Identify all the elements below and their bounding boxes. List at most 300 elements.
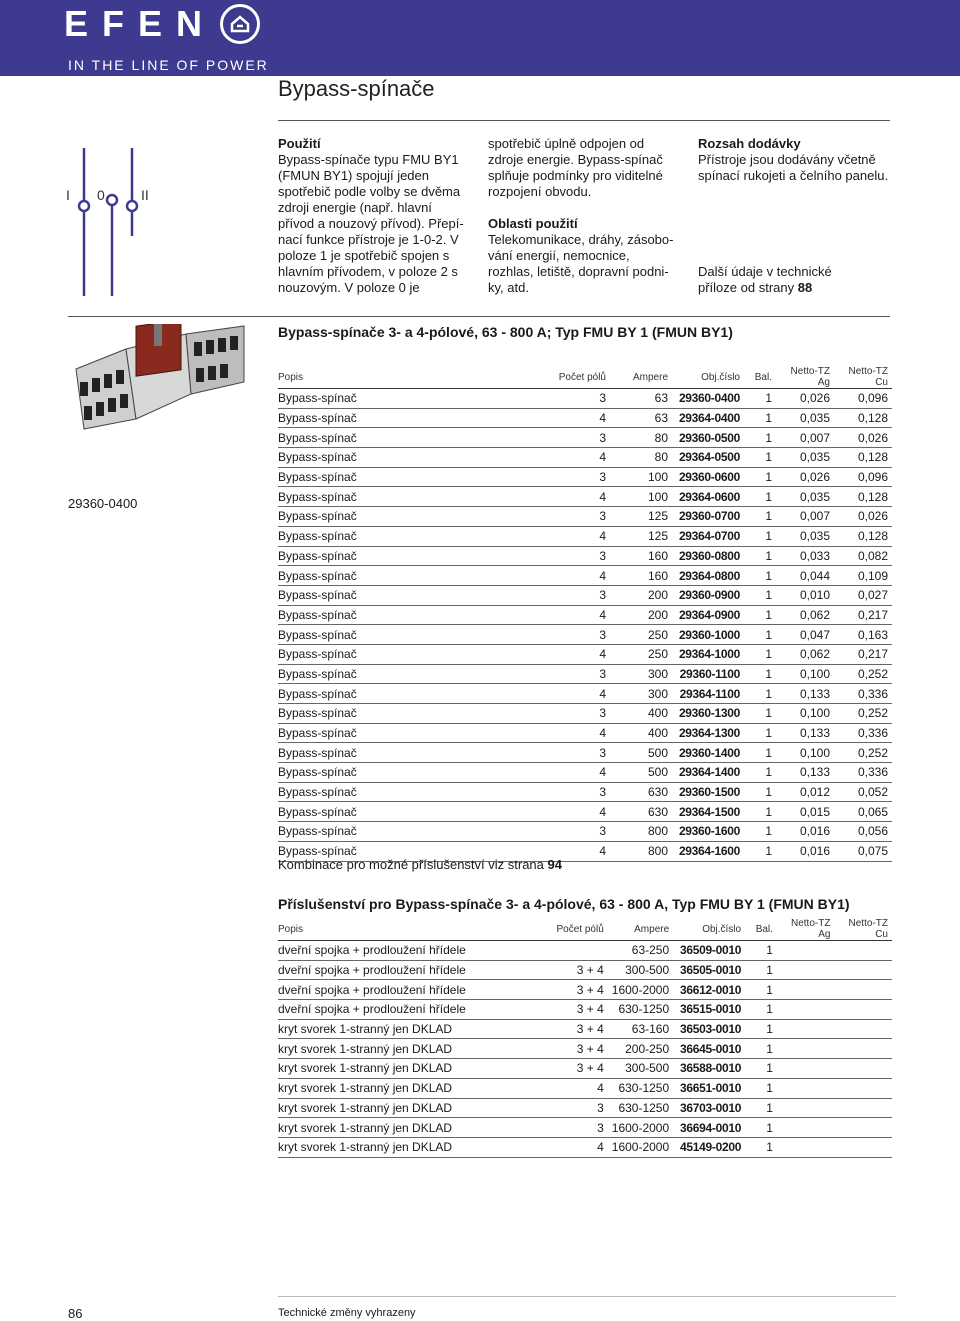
table-cell: 1 [744,507,776,527]
table-cell [834,1000,892,1020]
table-row [278,1118,892,1138]
table-cell: 0,217 [834,644,892,664]
table-row [278,644,892,664]
table-cell [834,1098,892,1118]
table-cell: 200 [610,585,672,605]
page-number: 86 [68,1306,83,1321]
table-cell: 800 [610,841,672,861]
table-cell: kryt svorek 1-stranný jen DKLAD [278,1019,509,1039]
table-cell: 100 [610,467,672,487]
table-cell: 1600-2000 [608,1118,673,1138]
table-cell: Bypass-spínač [278,546,510,566]
table-cell: 0,065 [834,802,892,822]
description-text [488,136,688,200]
table-cell: 1 [744,428,776,448]
table-cell: 29364-0700 [672,526,744,546]
table-cell: 29360-0600 [672,467,744,487]
table-row [278,389,892,409]
table-row [278,1039,892,1059]
table-cell: 1 [744,467,776,487]
table-cell: 4 [510,763,610,783]
table-row [278,566,892,586]
table-cell: 29360-0800 [672,546,744,566]
page-title: Bypass-spínače [278,76,435,101]
table-row [278,704,892,724]
table-cell: 3 + 4 [509,1000,608,1020]
table-row [278,1019,892,1039]
table-cell: 250 [610,625,672,645]
table-cell: 29360-1400 [672,743,744,763]
text-line: spotřebič úplně odpojen od [488,136,645,151]
table-cell: 0,336 [834,723,892,743]
table-cell: 1 [744,704,776,724]
table-cell: 3 [510,546,610,566]
table-cell [777,941,835,961]
table-cell: 500 [610,763,672,783]
table-cell [834,941,892,961]
table-cell [777,1000,835,1020]
table-cell [777,1039,835,1059]
table-cell: 0,252 [834,704,892,724]
table-cell: 63 [610,389,672,409]
table-cell: kryt svorek 1-stranný jen DKLAD [278,1118,509,1138]
table-cell: dveřní spojka + prodloužení hřídele [278,941,509,961]
table-cell: 1 [744,448,776,468]
text-line: spotřebič podle volby se dvěma [278,184,461,199]
table-cell: Bypass-spínač [278,448,510,468]
switch-diagram [64,136,154,300]
diagram-label-2: II [141,187,149,203]
table-cell: 80 [610,448,672,468]
table-cell: 29360-0700 [672,507,744,527]
table-cell: 0,075 [834,841,892,861]
table-cell: 630-1250 [608,1098,673,1118]
table-cell: 250 [610,644,672,664]
table-cell: 3 [509,1098,608,1118]
table-cell: 0,336 [834,684,892,704]
table-cell: 1 [744,802,776,822]
column-header: Ampere [632,371,668,383]
usage-column [278,136,478,296]
table-cell: 4 [509,1078,608,1098]
table-cell: 1 [745,1019,777,1039]
column-header: Počet pólů [556,923,604,935]
table-cell: 0,062 [776,644,834,664]
table-cell: 4 [509,1137,608,1157]
table-row [278,802,892,822]
table-cell [777,960,835,980]
areas-heading: Oblasti použití [488,216,578,231]
note-text: Kombinace pro možné příslušenství viz strana [278,857,544,872]
table-cell: 1600-2000 [608,980,673,1000]
table-cell: dveřní spojka + prodloužení hřídele [278,980,509,1000]
table-row [278,763,892,783]
column-header: Netto-TZ Ag [791,918,831,940]
table-cell: 630 [610,802,672,822]
table-cell: Bypass-spínač [278,723,510,743]
table-cell: 1 [745,980,777,1000]
table-cell [777,1019,835,1039]
table-cell: 4 [510,408,610,428]
table-cell: 200-250 [608,1039,673,1059]
table-cell: 3 [510,585,610,605]
table-cell: 0,133 [776,723,834,743]
text-line: splňuje podmínky pro viditelné [488,168,663,183]
table-cell: 0,163 [834,625,892,645]
table-cell: 1 [744,625,776,645]
product-image-code: 29360-0400 [68,496,138,511]
table-cell [834,960,892,980]
table-cell: Bypass-spínač [278,389,510,409]
column-header: Popis [278,371,304,383]
table-cell: 3 [510,389,610,409]
table-cell: 400 [610,723,672,743]
table-cell: 300-500 [608,1059,673,1079]
table-cell: 200 [610,605,672,625]
table-cell: 0,100 [776,743,834,763]
table-cell: kryt svorek 1-stranný jen DKLAD [278,1137,509,1157]
table-cell: 0,082 [834,546,892,566]
efen-logo [64,2,260,46]
table-row [278,980,892,1000]
table-cell: 3 + 4 [509,960,608,980]
table-cell [834,1059,892,1079]
table-cell: 1 [744,566,776,586]
table-row [278,822,892,842]
scope-column [698,136,898,296]
table-cell: 0,026 [776,467,834,487]
scope-heading: Rozsah dodávky [698,136,801,151]
table-row [278,448,892,468]
accessories-table [278,918,892,1158]
table-cell: 0,128 [834,408,892,428]
table-cell: 29364-1100 [672,684,744,704]
table-cell: 0,109 [834,566,892,586]
accessories-note [278,857,562,872]
table-cell: 0,026 [776,389,834,409]
table-cell: 0,128 [834,448,892,468]
table-cell: 1 [744,743,776,763]
table-cell: 1 [745,1059,777,1079]
table-cell: 3 [510,467,610,487]
table-cell: 3 [510,625,610,645]
table-cell: 0,047 [776,625,834,645]
table-cell: 100 [610,487,672,507]
table-cell: Bypass-spínač [278,487,510,507]
table-cell: 125 [610,526,672,546]
table-cell: 29360-1000 [672,625,744,645]
table-cell: 29364-1400 [672,763,744,783]
table-cell: 1 [744,487,776,507]
table-row [278,1078,892,1098]
table-cell: 29364-1500 [672,802,744,822]
table-cell [834,1039,892,1059]
table-cell: 0,007 [776,507,834,527]
table-row [278,664,892,684]
column-header: Bal. [755,923,773,935]
table-cell: 0,133 [776,763,834,783]
table-cell: Bypass-spínač [278,467,510,487]
table-cell: 630-1250 [608,1000,673,1020]
bypass-switch-table [278,366,892,862]
table-cell: 29360-1500 [672,782,744,802]
table-cell: 1 [745,1137,777,1157]
text-line: vání energií, nemocnice, [488,248,630,263]
table-cell: 1 [744,664,776,684]
table-row [278,743,892,763]
table-cell: 0,035 [776,408,834,428]
table-cell [777,1137,835,1157]
table-row [278,467,892,487]
table-cell: 29364-0500 [672,448,744,468]
table-cell: 1 [744,526,776,546]
table-cell: 1 [744,763,776,783]
table-cell: 0,336 [834,763,892,783]
table-cell: 36515-0010 [673,1000,745,1020]
column-header: Netto-TZ Cu [848,366,888,388]
table-cell: 1 [745,1078,777,1098]
page-reference: 88 [797,280,813,295]
table-cell: Bypass-spínač [278,408,510,428]
text-line: příloze od strany 88 [698,280,813,295]
table-cell: 1 [744,841,776,861]
table-cell: 3 [510,704,610,724]
table-row [278,960,892,980]
table-cell: 80 [610,428,672,448]
column-header: Obj.číslo [701,371,740,383]
bypass-switch-product-image [66,324,246,432]
table-cell: 29360-0500 [672,428,744,448]
table-cell: Bypass-spínač [278,684,510,704]
table-cell: Bypass-spínač [278,605,510,625]
table-cell: 4 [510,526,610,546]
table-cell: 300 [610,664,672,684]
table-cell: kryt svorek 1-stranný jen DKLAD [278,1098,509,1118]
table-cell: 400 [610,704,672,724]
table-cell: 3 [510,782,610,802]
table-cell: 29360-0900 [672,585,744,605]
table-cell: 1 [745,941,777,961]
table-cell: 3 [510,428,610,448]
table-cell: 1600-2000 [608,1137,673,1157]
table-cell: 0,044 [776,566,834,586]
table-cell: 29364-0800 [672,566,744,586]
title-divider [278,120,890,121]
table-cell [777,1059,835,1079]
text-line: zdroji energie (např. hlavní [278,200,432,215]
areas-text [488,232,688,296]
table-cell: 0,016 [776,841,834,861]
text-line: hlavním přívodem, v poloze 2 s [278,264,458,279]
table-cell: 3 [510,743,610,763]
table-cell: 29360-0400 [672,389,744,409]
table-cell: 0,010 [776,585,834,605]
column-header: Netto-TZ Cu [848,918,888,940]
table-cell: 0,016 [776,822,834,842]
table-row [278,507,892,527]
table-row [278,941,892,961]
table-cell: kryt svorek 1-stranný jen DKLAD [278,1039,509,1059]
table-cell: 300 [610,684,672,704]
table-cell: 0,133 [776,684,834,704]
text-line: ky, atd. [488,280,529,295]
table-cell: Bypass-spínač [278,428,510,448]
table-cell: 63-250 [608,941,673,961]
table-row [278,585,892,605]
text-line: rozpojení obvodu. [488,184,592,199]
table-cell: 0,252 [834,743,892,763]
table-row [278,487,892,507]
section-divider [68,316,890,317]
table-cell: 0,096 [834,389,892,409]
table-cell: 0,128 [834,487,892,507]
table-row [278,1137,892,1157]
table-cell: 29360-1300 [672,704,744,724]
table-row [278,408,892,428]
table-cell: 1 [744,644,776,664]
table-cell: 63 [610,408,672,428]
table-cell: 1 [744,408,776,428]
table-cell: 4 [510,841,610,861]
table-header-row [278,918,892,941]
description-column [488,136,688,296]
table-cell: 0,015 [776,802,834,822]
table-cell [509,941,608,961]
table-cell: 4 [510,802,610,822]
table-cell: Bypass-spínač [278,822,510,842]
table-cell: 3 + 4 [509,1059,608,1079]
table-cell: 0,007 [776,428,834,448]
table-cell: 29364-0900 [672,605,744,625]
table-row [278,526,892,546]
table-cell: 1 [744,822,776,842]
table-row [278,684,892,704]
table-cell: 4 [510,566,610,586]
diagram-label-0: 0 [97,187,105,203]
table-cell: 36612-0010 [673,980,745,1000]
table-cell: 1 [745,1000,777,1020]
table-cell: 3 + 4 [509,980,608,1000]
table-cell: 1 [744,684,776,704]
diagram-label-1: I [66,187,70,203]
table-cell: 0,012 [776,782,834,802]
table-cell: 0,100 [776,704,834,724]
table-row [278,625,892,645]
header-bar [0,0,960,76]
table-cell: 3 [510,507,610,527]
scope-text [698,152,898,184]
table-cell: Bypass-spínač [278,782,510,802]
table-cell: 1 [744,546,776,566]
table-cell: 0,035 [776,487,834,507]
text-line: nouzovým. V poloze 0 je [278,280,420,295]
table-cell [834,1118,892,1138]
table-cell: 160 [610,546,672,566]
tagline: IN THE LINE OF POWER [68,57,269,73]
table-cell: 1 [745,1118,777,1138]
table-cell: 4 [510,644,610,664]
table-row [278,723,892,743]
table-cell: Bypass-spínač [278,625,510,645]
table-cell: dveřní spojka + prodloužení hřídele [278,960,509,980]
table-row [278,1000,892,1020]
accessories-table-title: Příslušenství pro Bypass-spínače 3- a 4-pólové, 63 - 800 A, Typ FMU BY 1 (FMUN BY1) [278,896,850,912]
efen-house-icon [220,4,260,44]
table-cell: 63-160 [608,1019,673,1039]
column-header: Obj.číslo [702,923,742,935]
table-cell: 3 + 4 [509,1019,608,1039]
table-cell: 29364-1000 [672,644,744,664]
table-row [278,782,892,802]
column-header: Ampere [634,923,670,935]
table-cell: 1 [744,389,776,409]
table-cell: 3 [510,822,610,842]
text-line: zdroje energie. Bypass-spínač [488,152,663,167]
table-cell: 36645-0010 [673,1039,745,1059]
table-cell [834,1078,892,1098]
table-row [278,428,892,448]
table-cell: 36588-0010 [673,1059,745,1079]
usage-heading: Použití [278,136,321,151]
table-cell: 1 [744,782,776,802]
table-row [278,546,892,566]
table-cell: 0,062 [776,605,834,625]
table-cell [834,1137,892,1157]
table-cell: 36503-0010 [673,1019,745,1039]
table-cell: 36694-0010 [673,1118,745,1138]
table-cell: kryt svorek 1-stranný jen DKLAD [278,1059,509,1079]
table-cell: 0,096 [834,467,892,487]
table-cell: 3 [510,664,610,684]
table-cell: 0,035 [776,448,834,468]
table-cell: 36651-0010 [673,1078,745,1098]
table-cell: 160 [610,566,672,586]
table-cell: 4 [510,605,610,625]
table-cell: 500 [610,743,672,763]
table-cell: 125 [610,507,672,527]
table-cell: 0,217 [834,605,892,625]
table-cell: 29364-0600 [672,487,744,507]
table-cell: 0,100 [776,664,834,684]
table-cell: 0,035 [776,526,834,546]
table-cell: 1 [744,723,776,743]
table-cell: 29360-1600 [672,822,744,842]
table-cell [777,1098,835,1118]
table-cell [777,980,835,1000]
table-cell: 0,033 [776,546,834,566]
text-line: Bypass-spínače typu FMU BY1 [278,152,459,167]
note-page: 94 [547,857,562,872]
table-cell: 0,027 [834,585,892,605]
table-cell: 630-1250 [608,1078,673,1098]
table-cell: 4 [510,448,610,468]
table-cell: 4 [510,723,610,743]
footer-divider [278,1296,896,1297]
table-cell: Bypass-spínač [278,585,510,605]
table-row [278,1098,892,1118]
table-cell: 0,252 [834,664,892,684]
main-table-title: Bypass-spínače 3- a 4-pólové, 63 - 800 A; Typ FMU BY 1 (FMUN BY1) [278,324,733,340]
column-header: Počet pólů [558,371,606,383]
text-line: spínací rukojeti a čelního panelu. [698,168,889,183]
table-cell [834,1019,892,1039]
text-line: Další údaje v technické [698,264,832,279]
text-line: rozhlas, letiště, dopravní podni- [488,264,669,279]
table-cell [777,1078,835,1098]
table-cell: Bypass-spínač [278,507,510,527]
brand-name: EFEN [64,3,217,44]
table-cell: Bypass-spínač [278,802,510,822]
